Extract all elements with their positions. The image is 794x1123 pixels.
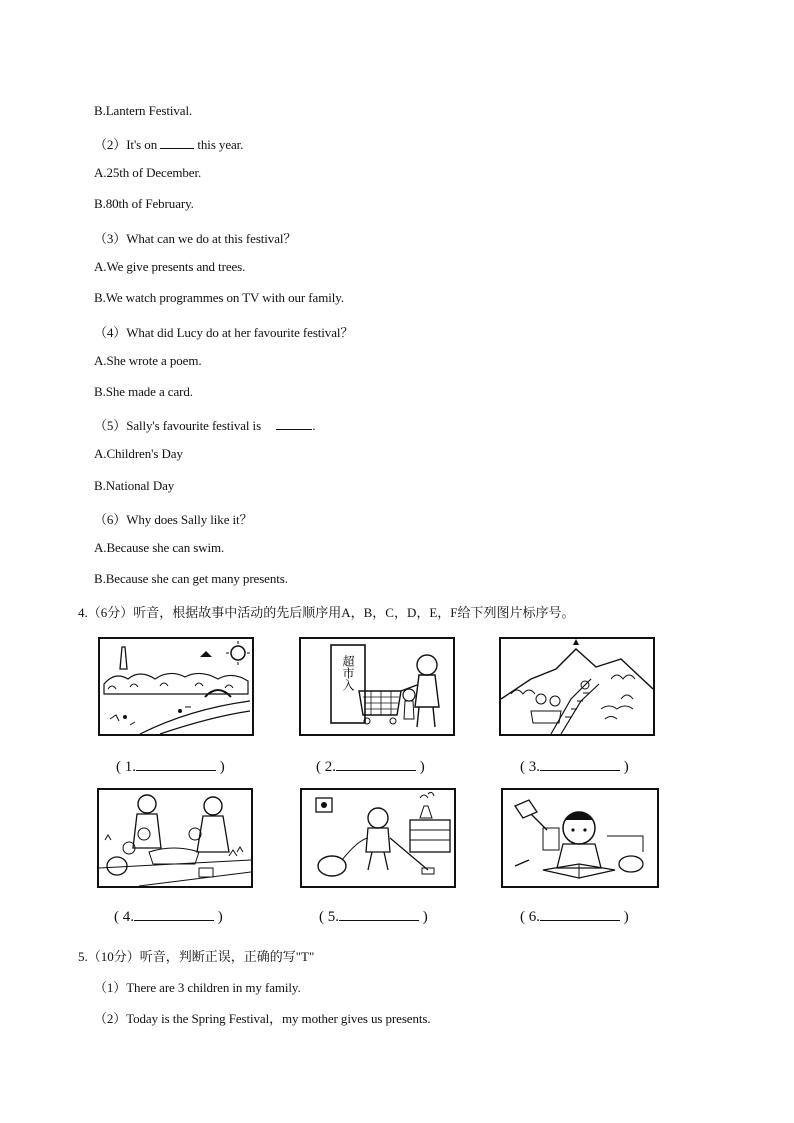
answer-blank-5[interactable] <box>339 906 419 921</box>
label-3-number: 3. <box>528 759 540 775</box>
question-5-1: （1）There are 3 children in my family. <box>94 980 301 995</box>
question-3-5 <box>94 415 315 434</box>
answer-blank[interactable] <box>276 418 312 430</box>
option-1b: B.Lantern Festival. <box>94 103 193 118</box>
picture-3 <box>499 637 655 736</box>
option-3a: A.We give presents and trees. <box>94 259 246 274</box>
label-5: ( 5. ) <box>319 906 428 926</box>
option-4b: B.She made a card. <box>94 384 193 399</box>
picture-1 <box>98 637 254 736</box>
label-3: ( 3. ) <box>520 756 629 776</box>
option-3b: B.We watch programmes on TV with our family. <box>94 290 344 305</box>
park-scene-icon <box>100 639 252 734</box>
label-2: ( 2. ) <box>316 756 425 776</box>
label-2-number: 2. <box>324 759 336 775</box>
q3-5-text-end: . <box>312 418 316 433</box>
picture-2 <box>299 637 455 736</box>
option-4a: A.She wrote a poem. <box>94 353 202 368</box>
answer-blank[interactable] <box>160 137 194 149</box>
question-3-2 <box>94 134 243 153</box>
option-6b: B.Because she can get many presents. <box>94 571 288 586</box>
q3-5-text: （5）Sally's favourite festival is <box>94 418 265 433</box>
q3-2-text-end: this year. <box>194 137 244 152</box>
answer-blank-6[interactable] <box>540 906 620 921</box>
question-4-title: 4.（6分）听音，根据故事中活动的先后顺序用A，B，C，D，E，F给下列图片标序号。 <box>78 605 575 620</box>
picture-5 <box>300 788 456 888</box>
picture-4 <box>97 788 253 888</box>
option-5a: A.Children's Day <box>94 446 183 461</box>
supermarket-sign: 超市入 <box>341 655 355 691</box>
question-3-4: （4）What did Lucy do at her favourite festival？ <box>94 325 354 340</box>
boy-reading-icon <box>503 790 657 886</box>
question-5-2: （2）Today is the Spring Festival，my mother gives us presents. <box>94 1011 431 1026</box>
option-6a: A.Because she can swim. <box>94 540 225 555</box>
option-5b: B.National Day <box>94 478 175 493</box>
option-2b: B.80th of February. <box>94 196 194 211</box>
option-2a: A.25th of December. <box>94 165 202 180</box>
answer-blank-3[interactable] <box>540 756 620 771</box>
supermarket-scene-icon <box>301 639 453 734</box>
label-1: ( 1. ) <box>116 756 225 776</box>
label-6-number: 6. <box>528 909 540 925</box>
mountain-climbing-icon <box>501 639 653 734</box>
label-5-number: 5. <box>327 909 339 925</box>
label-1-number: 1. <box>124 759 136 775</box>
vacuum-cleaning-icon <box>302 790 454 886</box>
question-5-title: 5.（10分）听音，判断正误，正确的写"T" <box>78 949 315 964</box>
picture-6 <box>501 788 659 888</box>
label-4-number: 4. <box>122 909 134 925</box>
answer-blank-4[interactable] <box>134 906 214 921</box>
family-picnic-icon <box>99 790 251 886</box>
question-3-6: （6）Why does Sally like it？ <box>94 512 253 527</box>
answer-blank-2[interactable] <box>336 756 416 771</box>
label-4: ( 4. ) <box>114 906 223 926</box>
q3-2-text: （2）It's on <box>94 137 161 152</box>
question-3-3: （3）What can we do at this festival？ <box>94 231 297 246</box>
answer-blank-1[interactable] <box>136 756 216 771</box>
label-6: ( 6. ) <box>520 906 629 926</box>
